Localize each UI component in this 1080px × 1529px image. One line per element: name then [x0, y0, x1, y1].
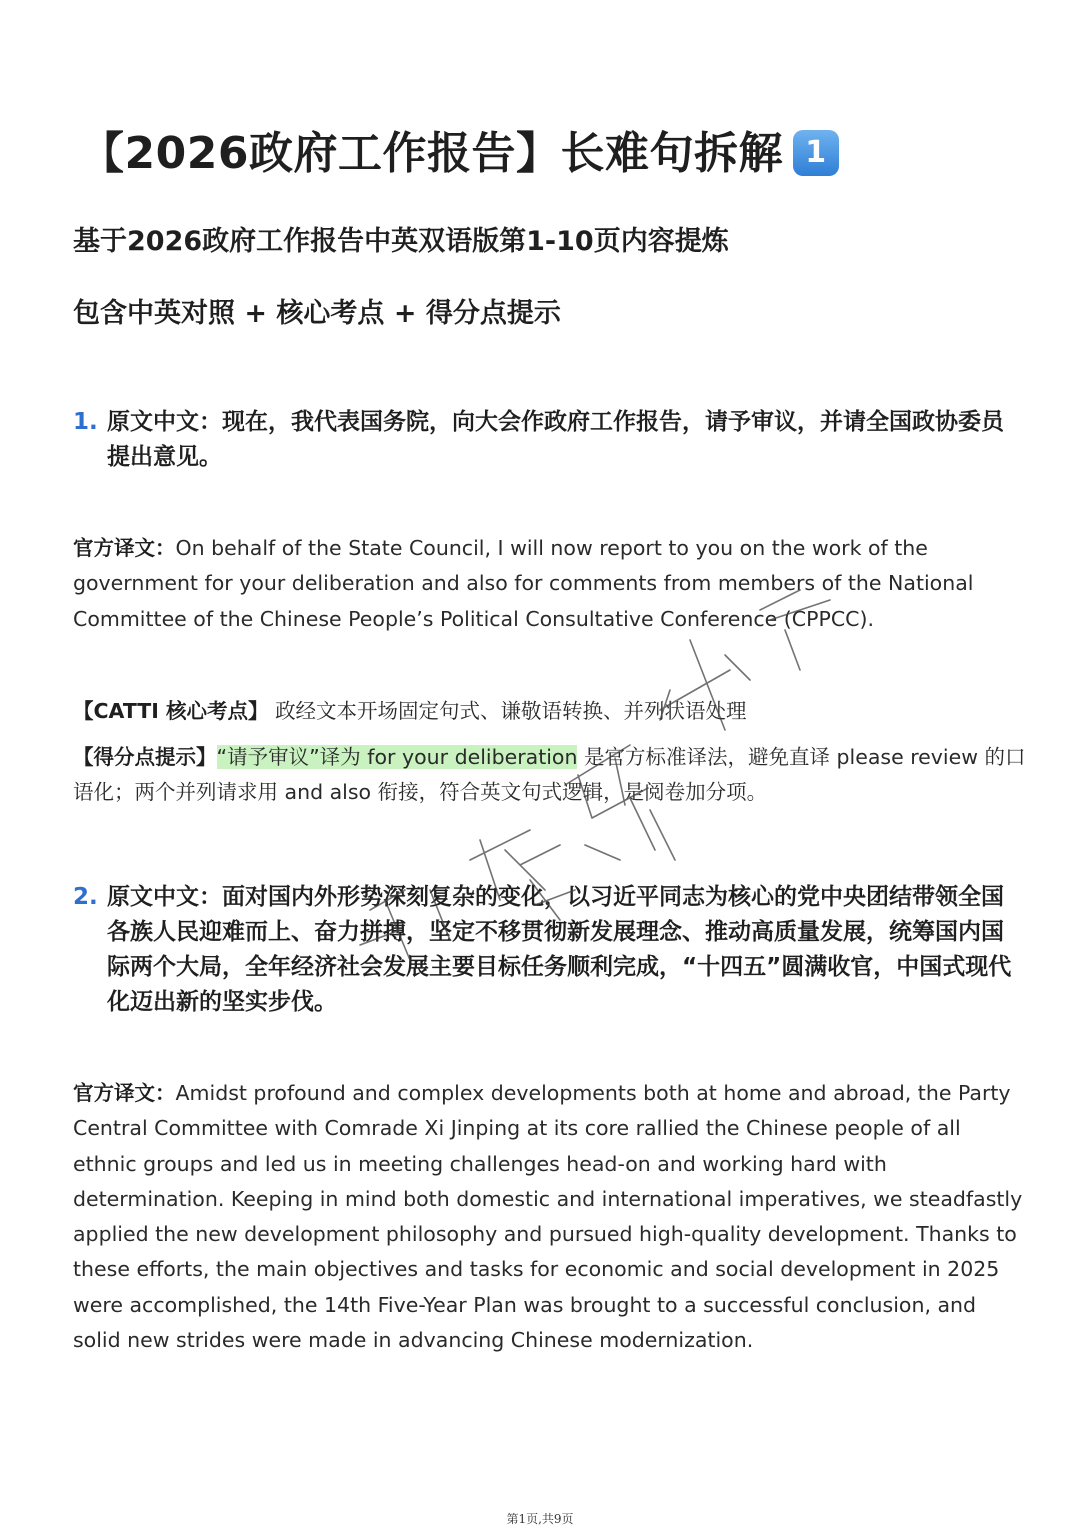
official-translation-1 [73, 531, 1028, 637]
list-number: 1. [73, 409, 98, 435]
list-number: 2. [73, 884, 98, 910]
keycap-number-icon: 1 [793, 130, 839, 176]
page-title [80, 118, 1020, 190]
subtitle-contents: 包含中英对照 + 核心考点 + 得分点提示 [73, 298, 561, 329]
core-point-text: 政经文本开场固定句式、谦敬语转换、并列状语处理 [275, 699, 747, 723]
translation-text: On behalf of the State Council, I will now report to you on the work of the government for your deliberation and also for comments from members of the National Committee of the Chinese People’s Political Consultative Conference (CPPCC). [73, 536, 974, 631]
official-translation-2 [73, 1076, 1028, 1358]
subtitle-source: 基于2026政府工作报告中英双语版第1-10页内容提炼 [73, 226, 729, 257]
translation-label: 官方译文： [73, 1081, 176, 1105]
source-text: 面对国内外形势深刻复杂的变化，以习近平同志为核心的党中央团结带领全国各族人民迎难而上、奋力拼搏，坚定不移贯彻新发展理念、推动高质量发展，统筹国内国际两个大局，全年经济社会发展主要目标任务顺利完成，“十四五”圆满收官，中国式现代化迈出新的坚实步伐。 [107, 884, 1012, 1015]
source-label: 原文中文： [107, 884, 222, 910]
score-tip-text: 是官方标准译法，避免直译 please review 的口语化；两个并列请求用 and also 衔接，符合英文句式逻辑，是阅卷加分项。 [73, 745, 1026, 804]
catti-core-point [73, 694, 1033, 729]
list-item-2 [73, 880, 1018, 1020]
score-tip-label: 【得分点提示】 [73, 745, 217, 769]
score-tip-highlight: “请予审议”译为 for your deliberation [216, 745, 578, 769]
source-text: 现在，我代表国务院，向大会作政府工作报告，请予审议，并请全国政协委员提出意见。 [107, 409, 1004, 470]
translation-text: Amidst profound and complex developments both at home and abroad, the Party Central Committee with Comrade Xi Jinping at its core rallied the Chinese people of all ethnic groups and led us in meeting challenges head-on and working hard with determination. Keeping in mind both domestic and international imperatives, we steadfastly applied the new development philosophy and pursued high-quality development. Thanks to these efforts, the main objectives and tasks for economic and social development in 2025 were accomplished, the 14th Five-Year Plan was brought to a successful conclusion, and solid new strides were made in advancing Chinese modernization. [73, 1081, 1023, 1353]
score-point-tip [73, 740, 1033, 810]
page-footer: 第1页,共9页 [506, 1512, 574, 1526]
core-point-label: 【CATTI 核心考点】 [73, 699, 269, 723]
list-item-1 [73, 405, 1018, 475]
title-text: 【2026政府工作报告】长难句拆解 [80, 128, 783, 179]
source-label: 原文中文： [107, 409, 222, 435]
translation-label: 官方译文： [73, 536, 176, 560]
